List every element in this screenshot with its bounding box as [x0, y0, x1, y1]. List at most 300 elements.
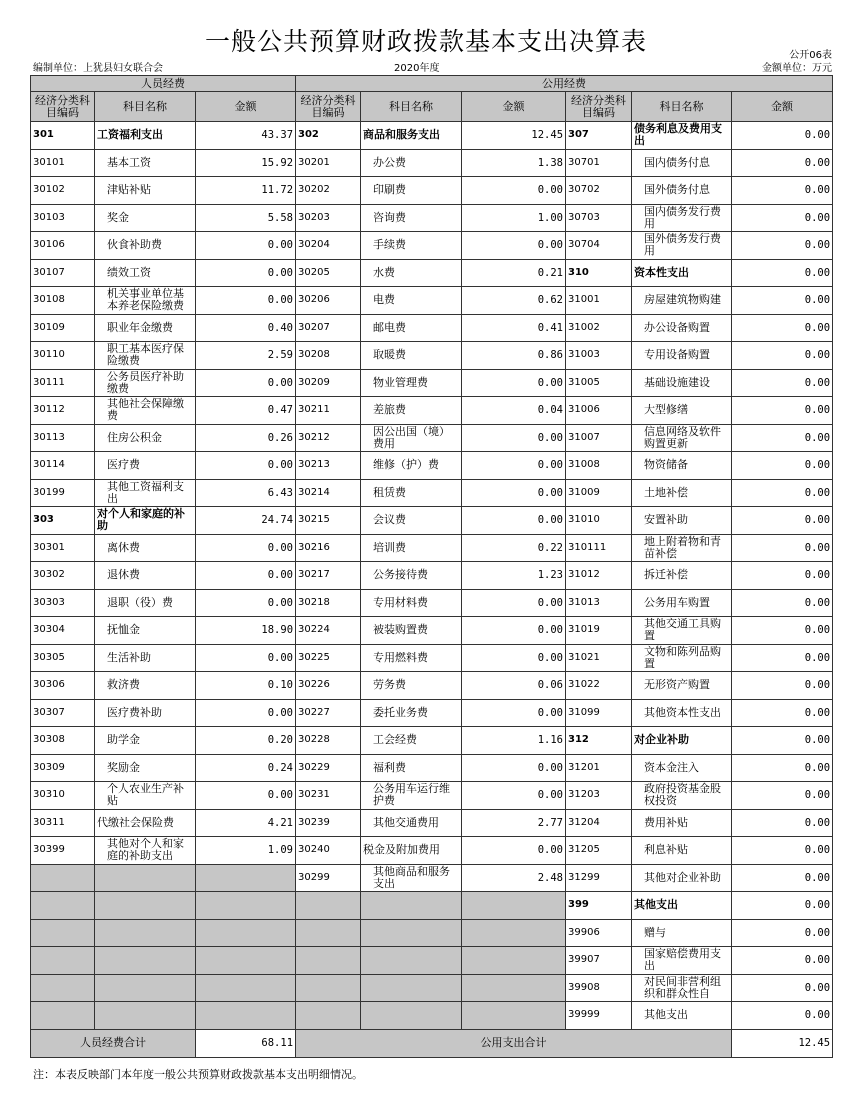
- item-code: 30229: [296, 754, 361, 782]
- item-code: 310: [566, 259, 632, 287]
- item-name: 赠与: [632, 919, 732, 947]
- table-row: [31, 617, 833, 645]
- item-name: 印刷费: [361, 177, 462, 205]
- public-total-value: 12.45: [732, 1029, 833, 1057]
- empty-cell: [31, 864, 95, 892]
- empty-cell: [31, 1002, 95, 1030]
- empty-cell: [196, 864, 296, 892]
- item-amount: 0.00: [732, 644, 833, 672]
- item-amount: 0.00: [196, 287, 296, 315]
- empty-cell: [31, 919, 95, 947]
- item-code: 30305: [31, 644, 95, 672]
- item-name: 公务员医疗补助缴费: [95, 369, 196, 397]
- item-name: 税金及附加费用: [361, 837, 462, 865]
- item-amount: 2.77: [462, 809, 566, 837]
- item-amount: 0.00: [732, 727, 833, 755]
- item-amount: 2.59: [196, 342, 296, 370]
- item-code: 30299: [296, 864, 361, 892]
- table-row: [31, 204, 833, 232]
- item-name: 国内债务发行费用: [632, 204, 732, 232]
- item-amount: 0.00: [732, 342, 833, 370]
- item-name: 退职（役）费: [95, 589, 196, 617]
- item-name: 手续费: [361, 232, 462, 260]
- item-code: 31099: [566, 699, 632, 727]
- item-name: 奖励金: [95, 754, 196, 782]
- item-name: 职工基本医疗保险缴费: [95, 342, 196, 370]
- empty-cell: [462, 1002, 566, 1030]
- table-row: [31, 259, 833, 287]
- item-name: 劳务费: [361, 672, 462, 700]
- table-row: [31, 232, 833, 260]
- name-header: 科目名称: [361, 92, 462, 122]
- item-amount: 0.20: [196, 727, 296, 755]
- item-amount: 2.48: [462, 864, 566, 892]
- item-name: 工会经费: [361, 727, 462, 755]
- item-name: 拆迁补偿: [632, 562, 732, 590]
- item-amount: 0.00: [462, 644, 566, 672]
- footnote: 注：本表反映部门本年度一般公共预算财政拨款基本支出明细情况。: [33, 1068, 363, 1081]
- table-row: [31, 342, 833, 370]
- item-code: 30107: [31, 259, 95, 287]
- item-amount: 0.00: [462, 177, 566, 205]
- item-code: 30209: [296, 369, 361, 397]
- amount-header: 金额: [196, 92, 296, 122]
- table-row: [31, 892, 833, 920]
- item-amount: 0.00: [196, 699, 296, 727]
- item-code: 30202: [296, 177, 361, 205]
- table-row: [31, 919, 833, 947]
- item-amount: 18.90: [196, 617, 296, 645]
- item-amount: 0.00: [732, 397, 833, 425]
- item-code: 31205: [566, 837, 632, 865]
- item-name: 绩效工资: [95, 259, 196, 287]
- item-name: 物资储备: [632, 452, 732, 480]
- item-amount: 0.47: [196, 397, 296, 425]
- item-name: 邮电费: [361, 314, 462, 342]
- item-code: 30231: [296, 782, 361, 810]
- item-amount: 1.09: [196, 837, 296, 865]
- item-name: 差旅费: [361, 397, 462, 425]
- item-amount: 0.00: [196, 644, 296, 672]
- item-code: 30307: [31, 699, 95, 727]
- item-name: 津贴补贴: [95, 177, 196, 205]
- empty-cell: [196, 919, 296, 947]
- item-code: 30239: [296, 809, 361, 837]
- unit-label: 金额单位：万元: [762, 63, 832, 74]
- item-amount: 0.00: [462, 452, 566, 480]
- table-row: [31, 754, 833, 782]
- item-amount: 0.00: [462, 424, 566, 452]
- item-name: 办公设备购置: [632, 314, 732, 342]
- name-header: 科目名称: [632, 92, 732, 122]
- item-code: 30218: [296, 589, 361, 617]
- item-amount: 0.00: [732, 507, 833, 535]
- item-name: 物业管理费: [361, 369, 462, 397]
- page-title: 一般公共预算财政拨款基本支出决算表: [204, 27, 647, 56]
- table-row: [31, 974, 833, 1002]
- personnel-group-header: 人员经费: [31, 76, 296, 92]
- empty-cell: [462, 892, 566, 920]
- empty-cell: [196, 974, 296, 1002]
- item-name: 培训费: [361, 534, 462, 562]
- item-code: 30208: [296, 342, 361, 370]
- item-amount: 0.00: [732, 947, 833, 975]
- public-total-label: 公用支出合计: [296, 1029, 732, 1057]
- item-amount: 0.00: [732, 314, 833, 342]
- item-code: 30303: [31, 589, 95, 617]
- item-amount: 0.26: [196, 424, 296, 452]
- item-name: 资本性支出: [632, 259, 732, 287]
- item-code: 30101: [31, 149, 95, 177]
- item-code: 39907: [566, 947, 632, 975]
- item-amount: 0.00: [732, 782, 833, 810]
- item-code: 30108: [31, 287, 95, 315]
- item-code: 30114: [31, 452, 95, 480]
- item-code: 31012: [566, 562, 632, 590]
- item-code: 30702: [566, 177, 632, 205]
- item-amount: 0.24: [196, 754, 296, 782]
- item-name: 租赁费: [361, 479, 462, 507]
- item-code: 31019: [566, 617, 632, 645]
- item-code: 30226: [296, 672, 361, 700]
- table-row: [31, 1002, 833, 1030]
- item-amount: 0.00: [732, 699, 833, 727]
- item-code: 31005: [566, 369, 632, 397]
- item-amount: 0.00: [732, 534, 833, 562]
- item-code: 30224: [296, 617, 361, 645]
- item-amount: 12.45: [462, 122, 566, 150]
- item-code: 31203: [566, 782, 632, 810]
- item-code: 30704: [566, 232, 632, 260]
- table-row: [31, 397, 833, 425]
- empty-cell: [361, 974, 462, 1002]
- item-code: 30102: [31, 177, 95, 205]
- table-row: [31, 562, 833, 590]
- item-name: 个人农业生产补贴: [95, 782, 196, 810]
- empty-cell: [196, 947, 296, 975]
- item-amount: 11.72: [196, 177, 296, 205]
- item-code: 31204: [566, 809, 632, 837]
- item-name: 水费: [361, 259, 462, 287]
- table-row: [31, 452, 833, 480]
- item-amount: 0.00: [732, 122, 833, 150]
- item-name: 退休费: [95, 562, 196, 590]
- table-row: [31, 672, 833, 700]
- item-name: 专用材料费: [361, 589, 462, 617]
- item-name: 职业年金缴费: [95, 314, 196, 342]
- item-code: 30212: [296, 424, 361, 452]
- item-code: 30203: [296, 204, 361, 232]
- item-amount: 0.00: [732, 479, 833, 507]
- item-amount: 5.58: [196, 204, 296, 232]
- item-code: 30240: [296, 837, 361, 865]
- item-name: 因公出国（境）费用: [361, 424, 462, 452]
- code-header: 经济分类科目编码: [31, 92, 95, 122]
- item-code: 307: [566, 122, 632, 150]
- item-code: 30308: [31, 727, 95, 755]
- table-row: [31, 177, 833, 205]
- item-name: 土地补偿: [632, 479, 732, 507]
- item-name: 其他支出: [632, 1002, 732, 1030]
- item-name: 助学金: [95, 727, 196, 755]
- item-code: 39908: [566, 974, 632, 1002]
- empty-cell: [296, 919, 361, 947]
- item-name: 资本金注入: [632, 754, 732, 782]
- item-name: 维修（护）费: [361, 452, 462, 480]
- item-code: 301: [31, 122, 95, 150]
- item-name: 伙食补助费: [95, 232, 196, 260]
- item-name: 公务接待费: [361, 562, 462, 590]
- table-row: [31, 589, 833, 617]
- item-code: 30199: [31, 479, 95, 507]
- item-amount: 0.00: [196, 589, 296, 617]
- item-amount: 0.00: [462, 754, 566, 782]
- item-name: 政府投资基金股权投资: [632, 782, 732, 810]
- item-amount: 1.23: [462, 562, 566, 590]
- empty-cell: [296, 892, 361, 920]
- item-amount: 0.00: [462, 699, 566, 727]
- item-amount: 0.00: [462, 589, 566, 617]
- empty-cell: [361, 919, 462, 947]
- form-code: 公开06表: [789, 50, 832, 61]
- item-amount: 4.21: [196, 809, 296, 837]
- item-name: 国外债务付息: [632, 177, 732, 205]
- item-code: 31006: [566, 397, 632, 425]
- item-amount: 0.00: [732, 837, 833, 865]
- item-amount: 0.00: [462, 617, 566, 645]
- table-row: [31, 424, 833, 452]
- item-code: 31022: [566, 672, 632, 700]
- table-row: [31, 782, 833, 810]
- item-amount: 0.00: [732, 617, 833, 645]
- item-name: 大型修缮: [632, 397, 732, 425]
- item-name: 地上附着物和青苗补偿: [632, 534, 732, 562]
- item-amount: 0.00: [732, 177, 833, 205]
- item-amount: 0.06: [462, 672, 566, 700]
- item-amount: 24.74: [196, 507, 296, 535]
- item-name: 救济费: [95, 672, 196, 700]
- item-name: 专用燃料费: [361, 644, 462, 672]
- item-name: 专用设备购置: [632, 342, 732, 370]
- code-header: 经济分类科目编码: [296, 92, 361, 122]
- amount-header: 金额: [732, 92, 833, 122]
- item-amount: 0.00: [732, 754, 833, 782]
- item-code: 30103: [31, 204, 95, 232]
- amount-header: 金额: [462, 92, 566, 122]
- item-code: 31009: [566, 479, 632, 507]
- item-name: 离休费: [95, 534, 196, 562]
- item-name: 其他社会保障缴费: [95, 397, 196, 425]
- item-amount: 0.10: [196, 672, 296, 700]
- item-name: 其他资本性支出: [632, 699, 732, 727]
- item-name: 国内债务付息: [632, 149, 732, 177]
- empty-cell: [462, 947, 566, 975]
- item-name: 对企业补助: [632, 727, 732, 755]
- table-row: [31, 699, 833, 727]
- org-label: 编制单位：上犹县妇女联合会: [33, 63, 163, 74]
- item-name: 代缴社会保险费: [95, 809, 196, 837]
- item-code: 30112: [31, 397, 95, 425]
- item-code: 30215: [296, 507, 361, 535]
- item-code: 30211: [296, 397, 361, 425]
- year-label: 2020年度: [394, 63, 440, 74]
- code-header: 经济分类科目编码: [566, 92, 632, 122]
- item-name: 奖金: [95, 204, 196, 232]
- item-name: 对个人和家庭的补助: [95, 507, 196, 535]
- item-code: 302: [296, 122, 361, 150]
- item-amount: 0.00: [462, 782, 566, 810]
- empty-cell: [196, 1002, 296, 1030]
- item-code: 30109: [31, 314, 95, 342]
- item-code: 30111: [31, 369, 95, 397]
- item-code: 399: [566, 892, 632, 920]
- item-amount: 0.40: [196, 314, 296, 342]
- item-code: 30113: [31, 424, 95, 452]
- item-amount: 0.86: [462, 342, 566, 370]
- item-amount: 0.00: [732, 864, 833, 892]
- item-amount: 0.00: [732, 452, 833, 480]
- item-code: 30216: [296, 534, 361, 562]
- item-name: 委托业务费: [361, 699, 462, 727]
- item-name: 电费: [361, 287, 462, 315]
- item-code: 30309: [31, 754, 95, 782]
- table-row: [31, 287, 833, 315]
- empty-cell: [31, 947, 95, 975]
- table-row: [31, 644, 833, 672]
- item-name: 工资福利支出: [95, 122, 196, 150]
- item-name: 其他对个人和家庭的补助支出: [95, 837, 196, 865]
- item-amount: 0.00: [732, 892, 833, 920]
- table-row: [31, 809, 833, 837]
- item-amount: 0.00: [732, 562, 833, 590]
- item-name: 国外债务发行费用: [632, 232, 732, 260]
- item-code: 30310: [31, 782, 95, 810]
- item-amount: 0.00: [196, 369, 296, 397]
- item-amount: 1.16: [462, 727, 566, 755]
- item-name: 房屋建筑物购建: [632, 287, 732, 315]
- item-amount: 0.00: [732, 232, 833, 260]
- item-code: 30304: [31, 617, 95, 645]
- item-name: 基本工资: [95, 149, 196, 177]
- item-name: 公务用车购置: [632, 589, 732, 617]
- table-row: [31, 864, 833, 892]
- item-amount: 0.00: [732, 204, 833, 232]
- item-code: 30227: [296, 699, 361, 727]
- item-code: 30204: [296, 232, 361, 260]
- item-name: 其他对企业补助: [632, 864, 732, 892]
- empty-cell: [95, 1002, 196, 1030]
- item-code: 31002: [566, 314, 632, 342]
- empty-cell: [95, 892, 196, 920]
- item-amount: 0.00: [732, 809, 833, 837]
- item-name: 机关事业单位基本养老保险缴费: [95, 287, 196, 315]
- table-row: [31, 149, 833, 177]
- item-name: 对民间非营利组织和群众性自: [632, 974, 732, 1002]
- item-amount: 0.00: [732, 287, 833, 315]
- item-amount: 15.92: [196, 149, 296, 177]
- item-code: 30703: [566, 204, 632, 232]
- item-amount: 0.04: [462, 397, 566, 425]
- item-name: 信息网络及软件购置更新: [632, 424, 732, 452]
- item-name: 文物和陈列品购置: [632, 644, 732, 672]
- table-row: [31, 122, 833, 150]
- item-code: 30201: [296, 149, 361, 177]
- item-name: 医疗费补助: [95, 699, 196, 727]
- item-name: 安置补助: [632, 507, 732, 535]
- item-name: 其他支出: [632, 892, 732, 920]
- item-code: 31021: [566, 644, 632, 672]
- item-code: 31007: [566, 424, 632, 452]
- item-code: 30311: [31, 809, 95, 837]
- item-amount: 0.00: [196, 232, 296, 260]
- item-name: 债务利息及费用支出: [632, 122, 732, 150]
- empty-cell: [296, 1002, 361, 1030]
- item-amount: 0.00: [196, 534, 296, 562]
- table-row: [31, 727, 833, 755]
- item-name: 生活补助: [95, 644, 196, 672]
- item-name: 费用补贴: [632, 809, 732, 837]
- item-code: 30399: [31, 837, 95, 865]
- item-code: 39906: [566, 919, 632, 947]
- empty-cell: [31, 974, 95, 1002]
- item-name: 会议费: [361, 507, 462, 535]
- table-row: [31, 837, 833, 865]
- item-code: 30306: [31, 672, 95, 700]
- item-amount: 0.00: [732, 424, 833, 452]
- item-code: 30214: [296, 479, 361, 507]
- empty-cell: [296, 974, 361, 1002]
- item-code: 30106: [31, 232, 95, 260]
- item-amount: 0.00: [732, 369, 833, 397]
- item-name: 抚恤金: [95, 617, 196, 645]
- item-code: 39999: [566, 1002, 632, 1030]
- table-row: [31, 369, 833, 397]
- expenditure-table: [30, 75, 833, 1058]
- item-amount: 0.00: [732, 149, 833, 177]
- item-amount: 0.00: [196, 782, 296, 810]
- item-name: 办公费: [361, 149, 462, 177]
- item-amount: 0.00: [462, 369, 566, 397]
- item-code: 30228: [296, 727, 361, 755]
- item-amount: 0.00: [732, 919, 833, 947]
- item-code: 30206: [296, 287, 361, 315]
- name-header: 科目名称: [95, 92, 196, 122]
- table-row: [31, 479, 833, 507]
- empty-cell: [95, 974, 196, 1002]
- public-group-header: 公用经费: [296, 76, 833, 92]
- item-amount: 43.37: [196, 122, 296, 150]
- item-amount: 0.00: [732, 259, 833, 287]
- item-name: 商品和服务支出: [361, 122, 462, 150]
- item-code: 312: [566, 727, 632, 755]
- item-name: 咨询费: [361, 204, 462, 232]
- item-name: 取暖费: [361, 342, 462, 370]
- item-name: 其他工资福利支出: [95, 479, 196, 507]
- item-amount: 0.41: [462, 314, 566, 342]
- table-row: [31, 947, 833, 975]
- item-amount: 6.43: [196, 479, 296, 507]
- item-amount: 0.00: [196, 562, 296, 590]
- empty-cell: [361, 1002, 462, 1030]
- item-code: 303: [31, 507, 95, 535]
- empty-cell: [95, 919, 196, 947]
- item-code: 30207: [296, 314, 361, 342]
- item-amount: 0.00: [462, 837, 566, 865]
- item-name: 被装购置费: [361, 617, 462, 645]
- personnel-total-label: 人员经费合计: [31, 1029, 196, 1057]
- empty-cell: [361, 892, 462, 920]
- item-name: 利息补贴: [632, 837, 732, 865]
